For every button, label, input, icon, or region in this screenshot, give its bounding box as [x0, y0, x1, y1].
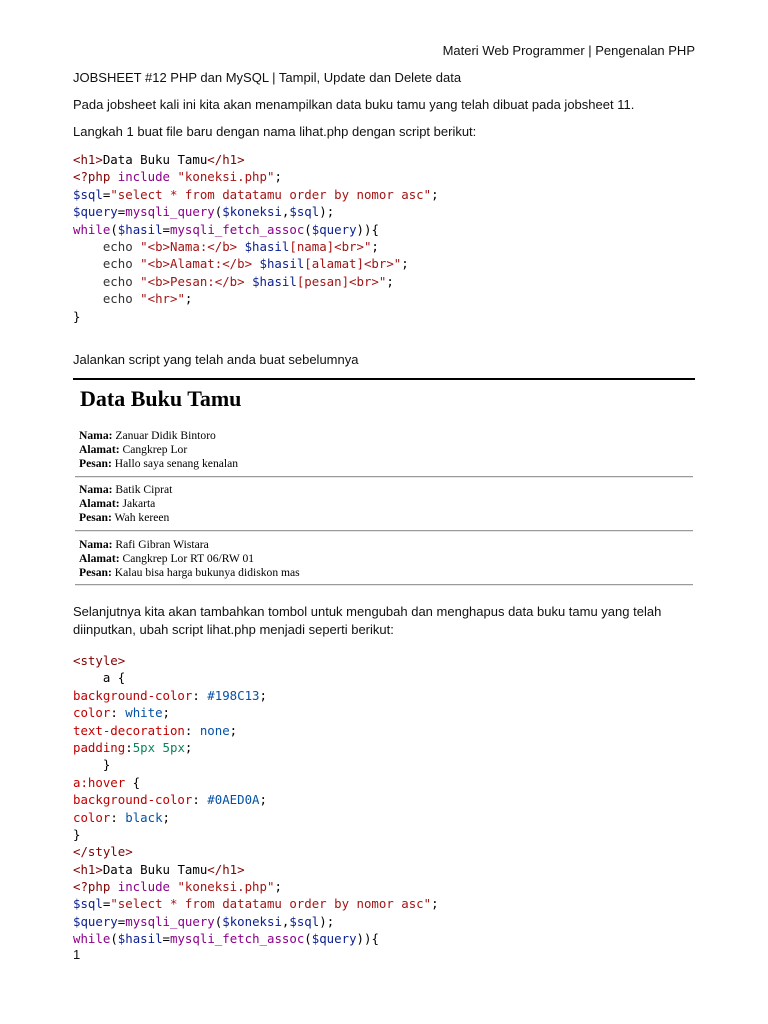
- code-line: [73, 652, 439, 669]
- code-line: [73, 704, 439, 721]
- entry-field-nama: [79, 429, 238, 443]
- code-token: );: [319, 913, 335, 929]
- code-token: $query: [311, 221, 357, 237]
- code-token: <h1>: [73, 152, 103, 167]
- code-token: (: [214, 204, 223, 220]
- code-token: "<b>Nama:</b>: [140, 238, 245, 254]
- code-token: (: [214, 913, 223, 929]
- entry-field-pesan: [79, 457, 238, 471]
- code-token: </h1>: [207, 861, 245, 877]
- code-token: $query: [311, 931, 357, 947]
- code-token: none: [199, 722, 230, 738]
- entry-value: Cangkrep Lor RT 06/RW 01: [119, 551, 255, 565]
- code-token: ;: [431, 186, 439, 202]
- entry-colon: :: [115, 551, 120, 565]
- code-line: [73, 290, 439, 307]
- code-token: =: [117, 913, 126, 929]
- entry-colon: :: [108, 483, 113, 496]
- code-line: [73, 308, 439, 325]
- code-line: [73, 878, 439, 895]
- code-token: <?php: [73, 879, 118, 895]
- code-token: [alamat]<br>": [304, 256, 402, 272]
- code-token: {: [371, 221, 379, 237]
- code-token: $hasil: [244, 238, 290, 254]
- code-token: include: [117, 879, 178, 895]
- code-token: $sql: [289, 913, 320, 929]
- code-token: ;: [162, 705, 171, 721]
- code-token: {: [371, 931, 379, 947]
- code-token: =: [162, 221, 171, 237]
- entry-value: Cangkrep Lor: [119, 442, 188, 456]
- code-token: $query: [73, 913, 118, 929]
- code-token: ;: [184, 739, 193, 755]
- code-token: a:hover: [73, 774, 126, 790]
- code-token: $hasil: [117, 221, 163, 237]
- guestbook-entry: [79, 483, 172, 524]
- code-line: [73, 687, 439, 704]
- code-token: <h1>: [73, 861, 103, 877]
- code-block-lihat-php: [73, 151, 439, 325]
- code-token: mysqli_query: [125, 913, 215, 929]
- code-token: =: [162, 931, 171, 947]
- page-number: 1: [73, 947, 81, 962]
- code-token: Data Buku Tamu: [102, 861, 208, 877]
- code-token: while: [73, 221, 111, 237]
- code-token: ;: [162, 809, 171, 825]
- code-token: :: [110, 809, 126, 825]
- code-line: [73, 186, 439, 203]
- code-token: ;: [274, 169, 282, 185]
- code-token: ;: [274, 879, 282, 895]
- document-title: JOBSHEET #12 PHP dan MySQL | Tampil, Update dan Delete data: [73, 70, 462, 85]
- entry-label: Pesan: [79, 565, 108, 579]
- entry-label: Alamat: [79, 496, 116, 510]
- entry-label: Nama: [79, 429, 109, 442]
- code-token: $sql: [289, 204, 320, 220]
- code-token: white: [125, 705, 163, 721]
- browser-output-screenshot: [73, 378, 695, 588]
- code-token: }: [73, 757, 111, 773]
- code-line: [73, 151, 439, 168]
- code-line: [73, 791, 439, 808]
- step-1-paragraph: Langkah 1 buat file baru dengan nama lihat.php dengan script berikut:: [73, 124, 477, 139]
- entry-value: Wah kereen: [111, 510, 170, 524]
- code-token: ;: [431, 896, 439, 912]
- code-token: [73, 256, 103, 271]
- code-token: mysqli_fetch_assoc: [170, 221, 305, 237]
- code-token: #0AED0A: [207, 792, 260, 808]
- code-line: [73, 739, 439, 756]
- code-line: [73, 843, 439, 860]
- entry-field-pesan: [79, 511, 172, 525]
- code-token: )): [356, 931, 372, 947]
- code-token: {: [125, 774, 141, 790]
- code-token: [nama]<br>": [289, 238, 372, 254]
- code-token: $hasil: [117, 931, 163, 947]
- code-token: ;: [184, 291, 193, 307]
- entry-label: Alamat: [79, 551, 116, 565]
- entry-colon: :: [107, 456, 112, 470]
- entry-value: Jakarta: [119, 496, 156, 510]
- entry-label: Alamat: [79, 442, 116, 456]
- code-token: ;: [229, 722, 238, 738]
- code-token: padding: [73, 739, 126, 755]
- code-token: ;: [259, 792, 267, 808]
- code-line: [73, 774, 439, 791]
- code-token: "select * from datatamu order by nomor asc": [110, 186, 432, 202]
- code-token: <style>: [73, 653, 126, 668]
- code-token: =: [117, 204, 126, 220]
- code-token: =: [102, 186, 111, 202]
- code-token: ;: [386, 273, 394, 289]
- entry-field-alamat: [79, 552, 300, 566]
- code-token: $koneksi: [222, 204, 282, 220]
- code-token: :: [192, 792, 208, 808]
- entry-field-alamat: [79, 497, 172, 511]
- code-token: $query: [73, 204, 118, 220]
- code-token: #198C13: [207, 687, 260, 703]
- code-line: [73, 168, 439, 185]
- entry-value: Kalau bisa harga bukunya didiskon mas: [111, 565, 300, 579]
- next-paragraph-line-2: diinputkan, ubah script lihat.php menjadi seperti berikut:: [73, 622, 394, 637]
- code-token: black: [125, 809, 163, 825]
- entry-value: Batik Ciprat: [112, 483, 173, 496]
- output-heading: Data Buku Tamu: [80, 386, 242, 411]
- code-token: background-color: [73, 687, 193, 703]
- code-token: </h1>: [207, 152, 245, 167]
- code-token: <?php: [73, 169, 118, 185]
- code-token: color: [73, 809, 111, 825]
- entry-label: Nama: [79, 483, 109, 496]
- code-token: Data Buku Tamu: [102, 152, 208, 167]
- code-token: [73, 274, 103, 289]
- code-token: [73, 291, 103, 306]
- code-token: text-decoration: [73, 722, 185, 738]
- entry-colon: :: [108, 538, 113, 551]
- code-token: "<b>Alamat:</b>: [140, 256, 260, 272]
- code-token: }: [73, 826, 81, 842]
- code-token: include: [117, 169, 178, 185]
- code-token: $sql: [73, 896, 103, 912]
- entry-value: Hallo saya senang kenalan: [111, 456, 239, 470]
- entry-label: Nama: [79, 538, 109, 551]
- code-token: "koneksi.php": [177, 169, 275, 185]
- entry-value: Rafi Gibran Wistara: [112, 538, 209, 551]
- entry-divider: [75, 476, 693, 478]
- next-paragraph-line-1: Selanjutnya kita akan tambahkan tombol untuk mengubah dan menghapus data buku tamu yang telah: [73, 604, 662, 619]
- entry-colon: :: [115, 442, 120, 456]
- code-token: )): [356, 221, 372, 237]
- intro-paragraph: Pada jobsheet kali ini kita akan menampilkan data buku tamu yang telah dibuat pada jobsheet 11.: [73, 97, 635, 112]
- code-line: [73, 809, 439, 826]
- code-token: echo: [102, 238, 141, 254]
- code-token: a {: [73, 670, 126, 686]
- code-token: echo: [102, 273, 141, 289]
- code-token: "<b>Pesan:</b>: [140, 273, 253, 289]
- entry-value: Zanuar Didik Bintoro: [112, 429, 216, 442]
- entry-divider: [75, 584, 693, 586]
- entry-label: Pesan: [79, 456, 108, 470]
- code-token: background-color: [73, 792, 193, 808]
- code-token: :: [110, 705, 126, 721]
- code-token: (: [304, 931, 312, 947]
- code-line: [73, 273, 439, 290]
- code-token: "<hr>": [140, 291, 185, 307]
- entry-colon: :: [115, 496, 120, 510]
- code-token: ;: [401, 256, 409, 272]
- code-token: [pesan]<br>": [296, 273, 387, 289]
- entry-colon: :: [107, 510, 112, 524]
- code-token: :: [125, 739, 133, 755]
- code-token: =: [102, 896, 111, 912]
- entry-field-nama: [79, 538, 300, 552]
- code-token: color: [73, 705, 111, 721]
- code-line: [73, 826, 439, 843]
- code-token: $sql: [73, 186, 103, 202]
- code-line: [73, 756, 439, 773]
- code-token: $hasil: [252, 273, 297, 289]
- code-token: </style>: [73, 844, 133, 860]
- code-token: ;: [371, 238, 379, 254]
- code-token: $hasil: [259, 256, 305, 272]
- entry-field-pesan: [79, 566, 300, 580]
- code-line: [73, 238, 439, 255]
- code-line: [73, 895, 439, 912]
- code-token: echo: [102, 291, 141, 307]
- code-token: ,: [281, 913, 290, 929]
- entry-colon: :: [107, 565, 112, 579]
- entry-label: Pesan: [79, 510, 108, 524]
- code-token: 5px 5px: [132, 739, 185, 755]
- entry-field-nama: [79, 483, 172, 497]
- code-token: (: [304, 221, 312, 237]
- code-token: }: [73, 308, 81, 324]
- code-token: ;: [259, 687, 267, 703]
- code-token: echo: [102, 256, 141, 272]
- code-line: [73, 203, 439, 220]
- code-line: [73, 861, 439, 878]
- code-token: (: [110, 221, 118, 237]
- entry-field-alamat: [79, 443, 238, 457]
- code-token: (: [110, 931, 118, 947]
- run-instruction: Jalankan script yang telah anda buat sebelumnya: [73, 352, 359, 367]
- code-token: :: [192, 687, 208, 703]
- code-token: $koneksi: [222, 913, 282, 929]
- code-token: );: [319, 204, 335, 220]
- code-line: [73, 669, 439, 686]
- code-token: mysqli_query: [125, 204, 215, 220]
- code-token: while: [73, 931, 111, 947]
- guestbook-entry: [79, 429, 238, 470]
- code-token: mysqli_fetch_assoc: [170, 931, 305, 947]
- code-token: ,: [281, 204, 290, 220]
- code-token: "select * from datatamu order by nomor asc": [110, 896, 432, 912]
- divider: [73, 378, 695, 380]
- entry-divider: [75, 530, 693, 532]
- code-token: "koneksi.php": [177, 879, 275, 895]
- code-token: :: [184, 722, 200, 738]
- code-line: [73, 255, 439, 272]
- code-line: [73, 221, 439, 238]
- code-token: [73, 239, 103, 254]
- code-line: [73, 913, 439, 930]
- entry-colon: :: [108, 429, 113, 442]
- code-line: [73, 930, 439, 947]
- guestbook-entry: [79, 538, 300, 579]
- code-block-lihat-php-updated: [73, 652, 439, 948]
- page-header: Materi Web Programmer | Pengenalan PHP: [442, 43, 695, 58]
- code-line: [73, 722, 439, 739]
